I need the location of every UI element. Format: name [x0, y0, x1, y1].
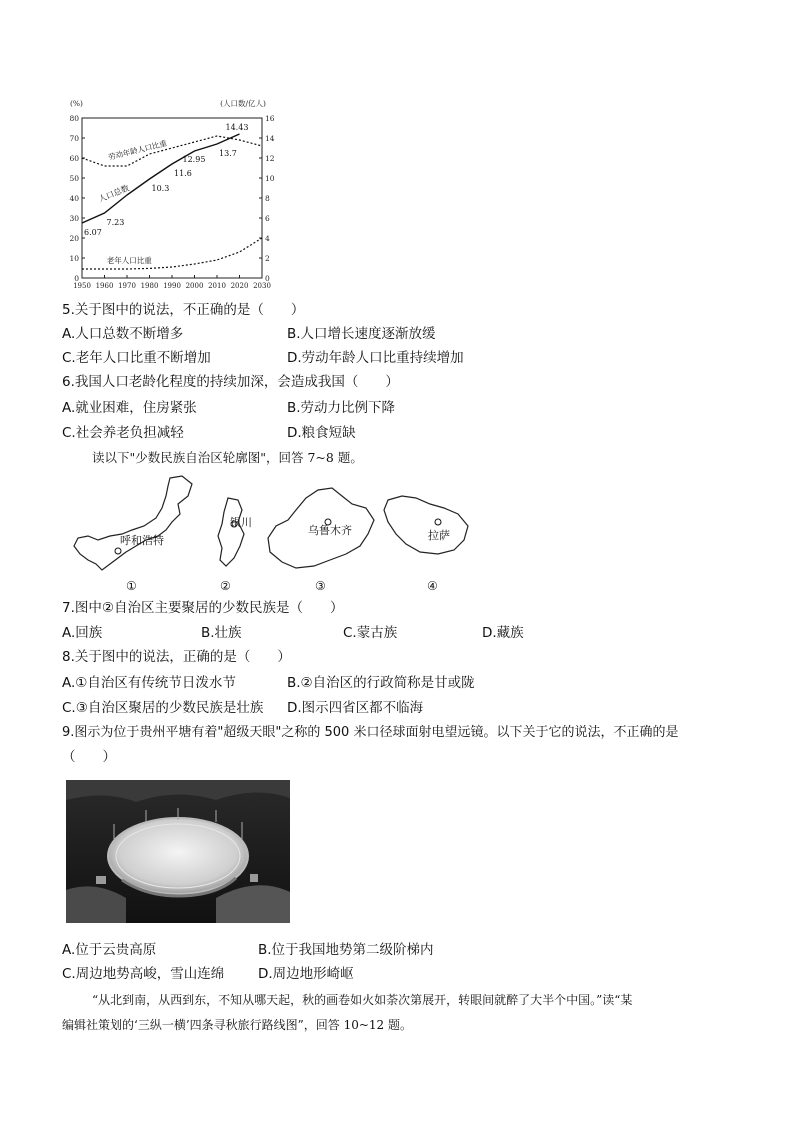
- left-tick-label: 40: [69, 194, 79, 203]
- q7-option-b[interactable]: B.壮族: [201, 625, 242, 641]
- right-axis-unit: (人口数/亿人): [220, 99, 266, 108]
- q7-option-a[interactable]: A.回族: [62, 625, 103, 641]
- x-tick-label: 2030: [253, 282, 271, 290]
- fast-telescope-photo: [66, 780, 290, 923]
- q8-option-d[interactable]: D.图示四省区都不临海: [287, 700, 424, 716]
- right-tick-label: 8: [265, 194, 270, 203]
- chart-labels: [84, 123, 248, 265]
- left-tick-label: 80: [69, 114, 79, 123]
- left-tick-label: 60: [69, 154, 79, 163]
- q6-option-b[interactable]: B.劳动力比例下降: [287, 400, 396, 416]
- right-tick-label: 2: [265, 254, 270, 263]
- region-number-3: ③: [315, 579, 326, 593]
- left-tick-label: 20: [69, 234, 79, 243]
- series-name-working-age: 劳动年龄人口比重: [107, 138, 168, 162]
- q8-option-a[interactable]: A.①自治区有传统节日泼水节: [62, 675, 236, 691]
- right-tick-label: 10: [265, 174, 275, 183]
- data-label: 11.6: [174, 169, 192, 178]
- region-number-4: ④: [427, 579, 438, 593]
- q5-option-d[interactable]: D.劳动年龄人口比重持续增加: [287, 350, 464, 366]
- q9-option-b[interactable]: B.位于我国地势第二级阶梯内: [258, 942, 434, 958]
- right-tick-label: 6: [265, 214, 270, 223]
- question-9-stem-line2: （ ）: [62, 749, 116, 765]
- left-tick-label: 30: [69, 214, 79, 223]
- q5-option-a[interactable]: A.人口总数不断增多: [62, 326, 184, 342]
- data-label: 14.43: [225, 123, 249, 132]
- x-tick-label: 1970: [118, 282, 136, 290]
- city-lhasa: 拉萨: [428, 529, 450, 542]
- autonomous-regions-outline-map: [70, 474, 490, 594]
- left-tick-label: 10: [69, 254, 79, 263]
- right-tick-label: 16: [265, 114, 275, 123]
- x-tick-label: 1980: [140, 282, 159, 290]
- q8-option-b[interactable]: B.②自治区的行政简称是甘或陇: [287, 675, 475, 691]
- data-label: 7.23: [106, 218, 125, 227]
- intro-7-8: 读以下"少数民族自治区轮廓图"，回答 7~8 题。: [92, 450, 363, 465]
- left-tick-label: 0: [74, 274, 79, 283]
- right-tick-label: 4: [265, 234, 270, 243]
- left-tick-label: 50: [69, 174, 79, 183]
- series-name-elderly: 老年人口比重: [106, 256, 152, 265]
- q9-option-a[interactable]: A.位于云贵高原: [62, 942, 157, 958]
- q9-option-c[interactable]: C.周边地势高峻，雪山连绵: [62, 966, 225, 982]
- intro-10-12-line1: “从北到南，从西到东，不知从哪天起，秋的画卷如火如荼次第展开，转眼间就醉了大半个中国。”读“某: [92, 993, 633, 1007]
- right-tick-label: 12: [265, 154, 275, 163]
- q8-option-c[interactable]: C.③自治区聚居的少数民族是壮族: [62, 700, 264, 716]
- q9-option-d[interactable]: D.周边地形崎岖: [258, 966, 354, 982]
- data-label: 6.07: [84, 228, 102, 237]
- city-hohhot: 呼和浩特: [120, 534, 164, 547]
- region-number-1: ①: [126, 579, 137, 593]
- question-8-stem: 8.关于图中的说法，正确的是（ ）: [62, 649, 291, 665]
- q7-option-d[interactable]: D.藏族: [482, 625, 524, 641]
- q5-option-b[interactable]: B.人口增长速度逐渐放缓: [287, 326, 436, 342]
- x-tick-label: 1960: [95, 282, 114, 290]
- data-label: 12.95: [182, 155, 206, 164]
- left-axis-unit: (%): [70, 99, 83, 108]
- region-outline-1: [74, 476, 192, 570]
- left-tick-label: 70: [69, 134, 79, 143]
- intro-10-12-line2: 编辑社策划的‘三纵一横’四条寻秋旅行路线图”，回答 10~12 题。: [62, 1018, 412, 1032]
- question-5-stem: 5.关于图中的说法，不正确的是（ ）: [62, 302, 305, 318]
- q6-option-d[interactable]: D.粮食短缺: [287, 425, 356, 441]
- question-9-stem-line1: 9.图示为位于贵州平塘有着"超级天眼"之称的 500 米口径球面射电望远镜。以下关于它的说法，不正确的是: [62, 725, 679, 740]
- question-6-stem: 6.我国人口老龄化程度的持续加深，会造成我国（ ）: [62, 374, 399, 390]
- x-tick-label: 2020: [230, 282, 249, 290]
- q6-option-a[interactable]: A.就业困难，住房紧张: [62, 400, 197, 416]
- x-tick-label: 1990: [163, 282, 181, 290]
- city-yinchuan: 银川: [230, 516, 252, 529]
- region-outline-4: [384, 496, 468, 554]
- right-tick-label: 0: [265, 274, 270, 283]
- question-7-stem: 7.图中②自治区主要聚居的少数民族是（ ）: [62, 600, 344, 616]
- population-chart: [60, 92, 290, 292]
- region-number-2: ②: [220, 579, 231, 593]
- region-outline-2: [218, 498, 244, 566]
- x-tick-label: 1950: [73, 282, 91, 290]
- data-label: 13.7: [219, 149, 237, 158]
- city-urumqi: 乌鲁木齐: [308, 524, 352, 537]
- q6-option-c[interactable]: C.社会养老负担减轻: [62, 425, 184, 441]
- x-tick-label: 2000: [185, 282, 204, 290]
- series-name-total: 人口总数: [97, 183, 131, 204]
- right-tick-label: 14: [265, 134, 275, 143]
- q7-option-c[interactable]: C.蒙古族: [343, 625, 398, 641]
- data-label: 10.3: [151, 184, 170, 193]
- q5-option-c[interactable]: C.老年人口比重不断增加: [62, 350, 211, 366]
- x-tick-label: 2010: [208, 282, 226, 290]
